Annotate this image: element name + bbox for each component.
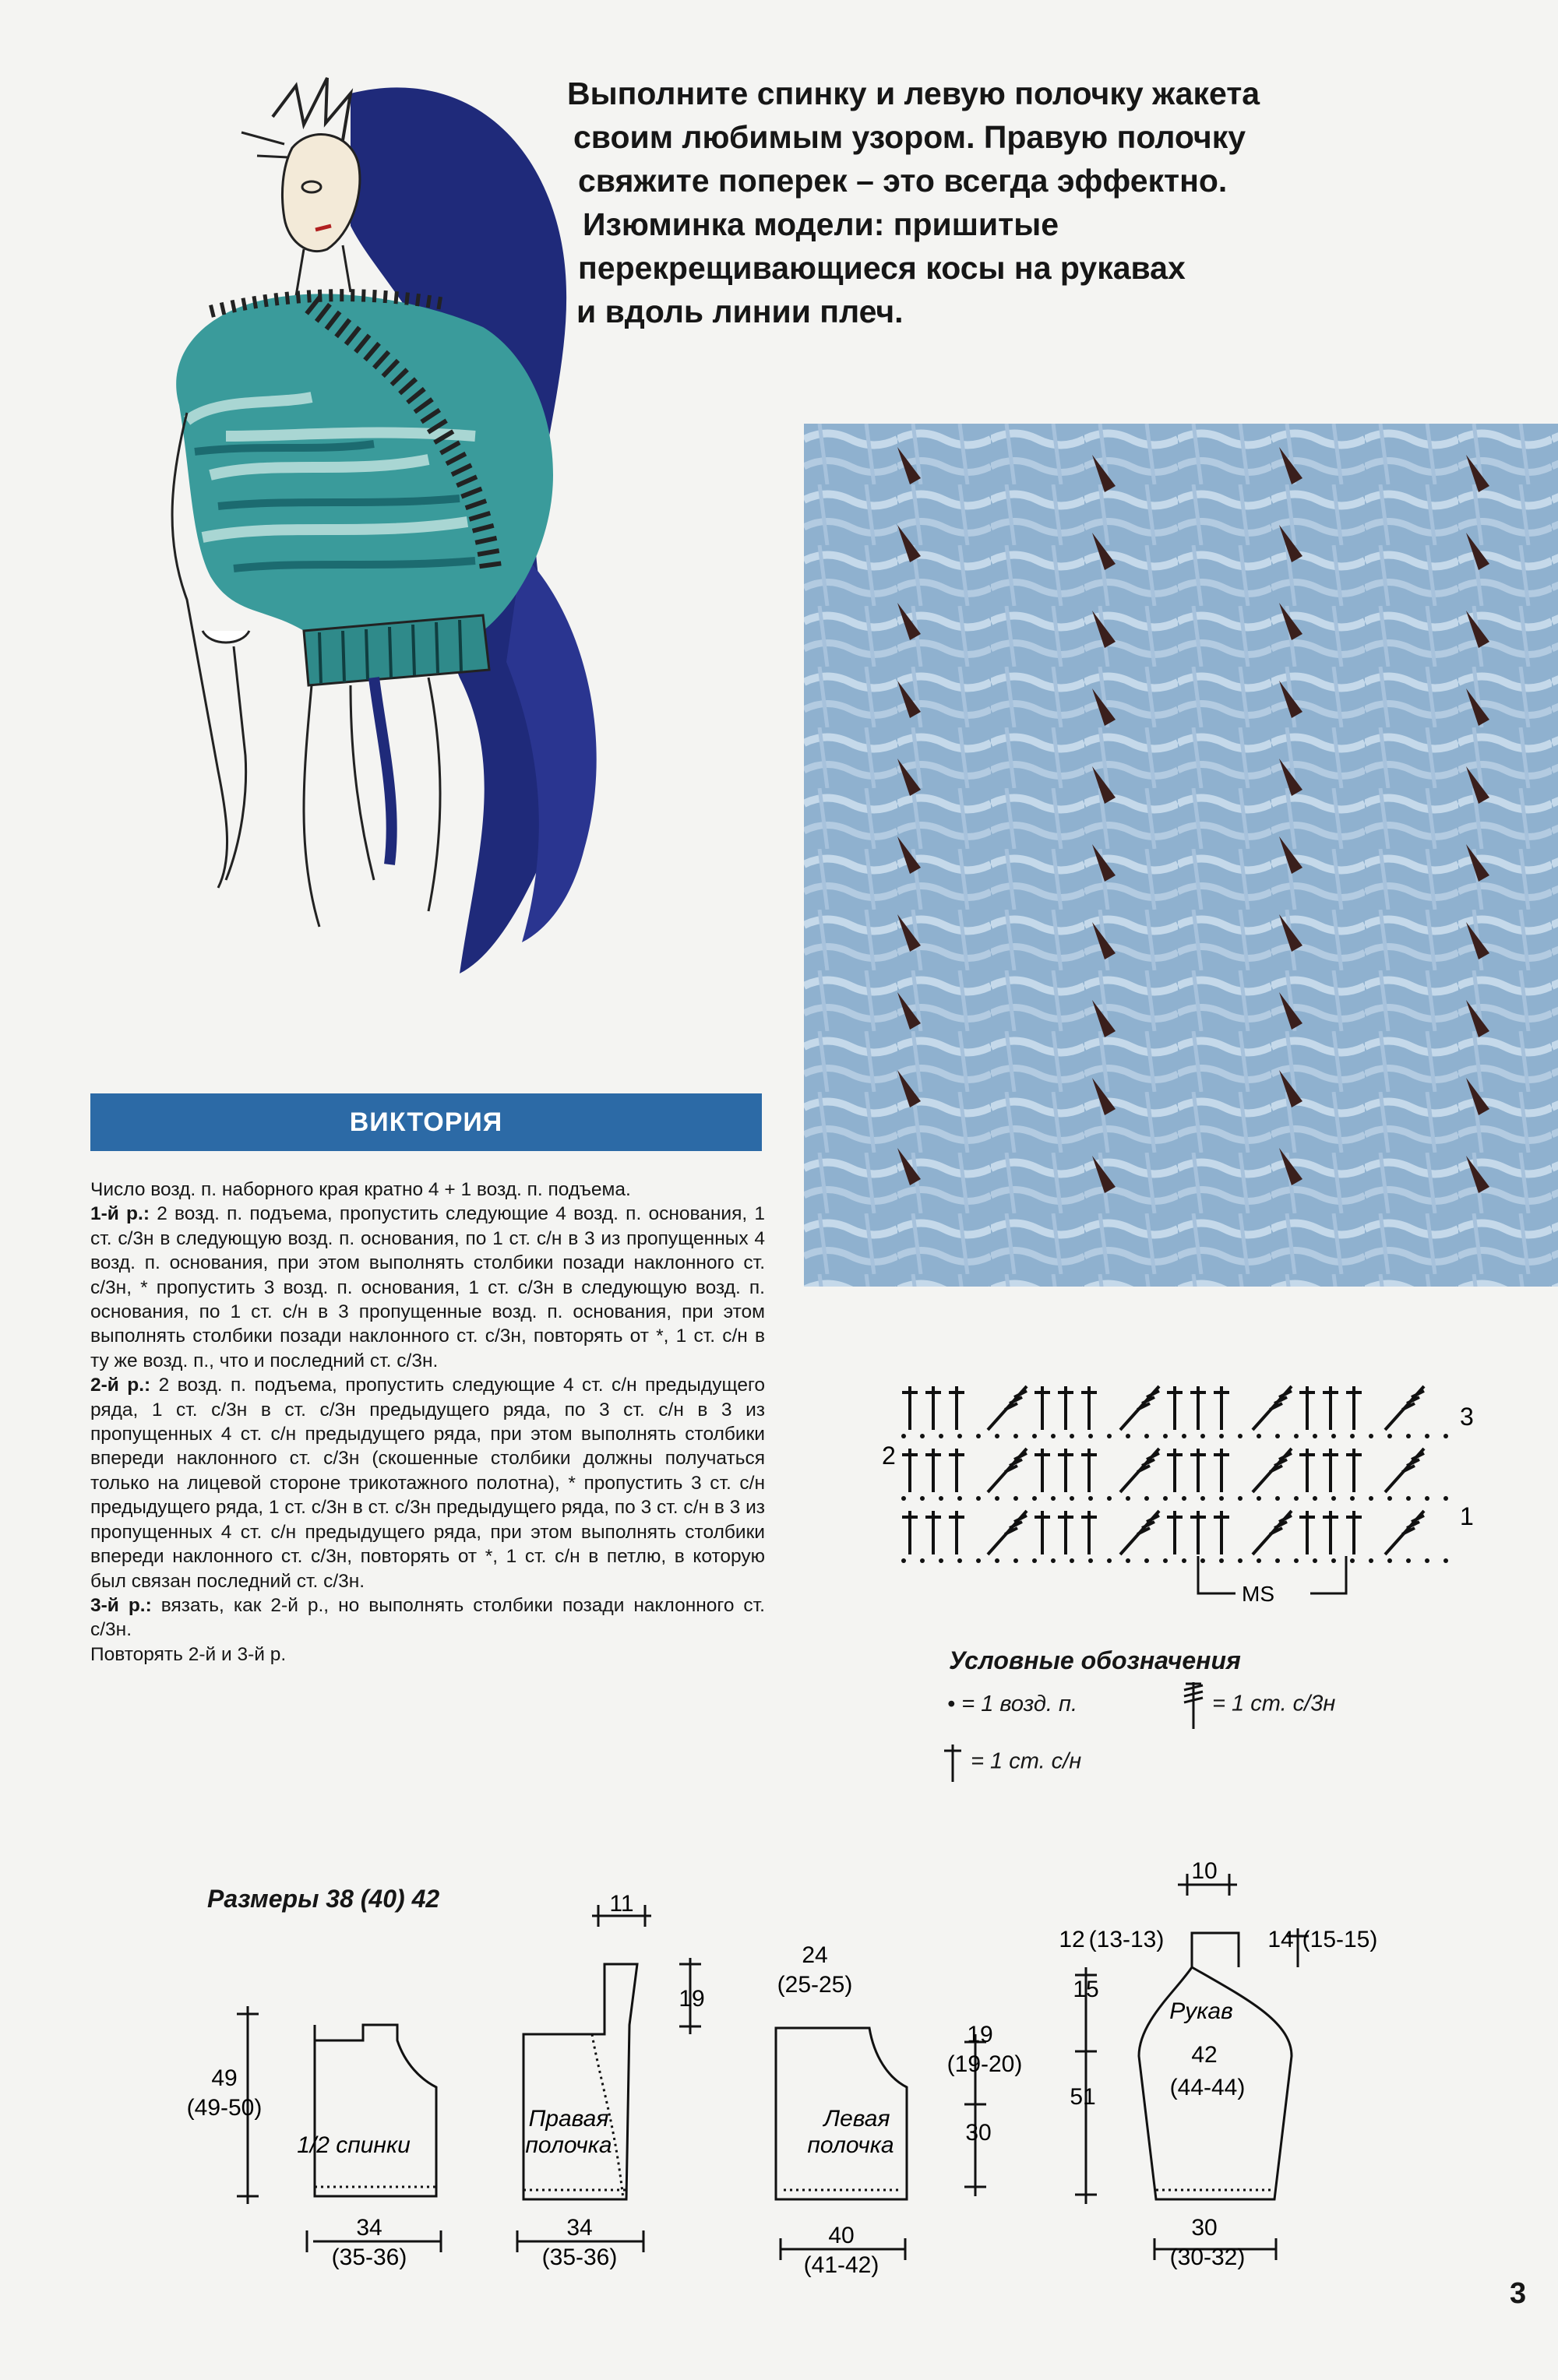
chain-stitch (1051, 1558, 1056, 1563)
chain-stitch (1257, 1434, 1261, 1438)
left-front-top-alt: (25-25) (777, 1972, 853, 1998)
single-crochet-stitch (1190, 1511, 1206, 1554)
back-piece-label: 1/2 спинки (297, 2132, 411, 2158)
single-crochet-stitch (1058, 1449, 1073, 1492)
intro-line: Изюминка модели: пришитые (583, 206, 1059, 242)
triple-crochet-stitch-bars (1270, 1516, 1292, 1534)
single-crochet-stitch (1190, 1386, 1206, 1430)
single-crochet-stitch (1081, 1449, 1097, 1492)
chain-stitch (1350, 1558, 1355, 1563)
instruction-row-3 (90, 1593, 765, 1642)
chain-stitch (995, 1434, 999, 1438)
left-front-width-alt: (41-42) (803, 2252, 879, 2278)
single-crochet-stitch (1214, 1386, 1229, 1430)
left-front-label: Левая (823, 2106, 890, 2132)
chain-stitch (1163, 1496, 1168, 1501)
chain-stitch (1051, 1496, 1056, 1501)
chain-stitch (1163, 1558, 1168, 1563)
chain-stitch (1144, 1496, 1149, 1501)
single-crochet-stitch (1058, 1511, 1073, 1554)
sleeve-mid-label: 42 (1191, 2042, 1218, 2068)
chain-stitch (957, 1434, 962, 1438)
single-crochet-stitch (1035, 1386, 1050, 1430)
crochet-sample-photo (804, 424, 1558, 1287)
instruction-row-2 (90, 1373, 765, 1593)
chain-stitch (1443, 1496, 1448, 1501)
row-label: 3-й р.: (90, 1594, 152, 1616)
right-front-top-label: 11 (609, 1891, 634, 1917)
chart-row-number: 2 (882, 1442, 896, 1470)
chain-stitch (1443, 1434, 1448, 1438)
chain-stitch (1350, 1496, 1355, 1501)
chain-stitch (1013, 1558, 1018, 1563)
chain-stitch (1032, 1558, 1037, 1563)
single-crochet-stitch (949, 1449, 964, 1492)
chain-stitch (1331, 1558, 1336, 1563)
chain-stitch (1200, 1434, 1205, 1438)
pattern-title-banner: ВИКТОРИЯ (90, 1093, 762, 1151)
single-crochet-stitch (1190, 1449, 1206, 1492)
single-crochet-stitch (1167, 1449, 1183, 1492)
chain-stitch-icon: • (947, 1692, 956, 1716)
intro-line: перекрещивающиеся косы на рукавах (578, 250, 1186, 286)
single-crochet-stitch (925, 1449, 941, 1492)
chain-stitch (1313, 1496, 1317, 1501)
chain-stitch (1387, 1558, 1392, 1563)
single-crochet-stitch (925, 1386, 941, 1430)
sleeve-left-top-label: 12 (1059, 1927, 1085, 1952)
left-front-top-label: 24 (802, 1942, 828, 1968)
chain-stitch (939, 1558, 943, 1563)
triple-crochet-stitch-bars (1402, 1453, 1424, 1472)
triple-crochet-stitch-bars (1137, 1391, 1159, 1410)
chain-stitch (1032, 1434, 1037, 1438)
chain-stitch (1313, 1434, 1317, 1438)
single-crochet-stitch (902, 1511, 918, 1554)
single-crochet-stitch (1299, 1511, 1315, 1554)
chain-stitch (1443, 1558, 1448, 1563)
chain-stitch (1275, 1558, 1280, 1563)
chain-stitch (957, 1558, 962, 1563)
chain-stitch (1238, 1434, 1243, 1438)
legend-dc3 (1181, 1679, 1335, 1730)
single-crochet-stitch (1167, 1386, 1183, 1430)
row-label: 1-й р.: (90, 1203, 150, 1225)
left-front-width-label: 40 (828, 2223, 855, 2248)
chain-stitch (1070, 1558, 1074, 1563)
single-crochet-stitch (949, 1511, 964, 1554)
chain-stitch (1369, 1434, 1373, 1438)
chain-stitch (1051, 1434, 1056, 1438)
chain-stitch (976, 1496, 981, 1501)
triple-crochet-stitch-bars (1137, 1516, 1159, 1534)
chart-row-number: 1 (1460, 1502, 1474, 1530)
chain-stitch (1331, 1496, 1336, 1501)
chain-stitch (920, 1496, 925, 1501)
chain-stitch (1070, 1496, 1074, 1501)
chain-stitch (1275, 1496, 1280, 1501)
single-crochet-stitch (1214, 1511, 1229, 1554)
chain-stitch (1257, 1496, 1261, 1501)
single-crochet-stitch (1214, 1449, 1229, 1492)
chain-stitch (1257, 1558, 1261, 1563)
single-crochet-stitch (949, 1386, 964, 1430)
chain-stitch (1294, 1434, 1299, 1438)
chain-stitch (1163, 1434, 1168, 1438)
chain-stitch (1425, 1496, 1429, 1501)
left-front-side-label: 19 (967, 2022, 993, 2047)
sleeve-top-label: 10 (1191, 1858, 1218, 1884)
chain-stitch (1144, 1558, 1149, 1563)
legend-title: Условные обозначения (949, 1646, 1241, 1674)
single-crochet-stitch (1299, 1449, 1315, 1492)
chain-stitch (1387, 1434, 1392, 1438)
row-label: 2-й р.: (90, 1375, 151, 1396)
chain-stitch (1013, 1434, 1018, 1438)
chain-stitch (901, 1434, 906, 1438)
chain-stitch (1107, 1434, 1112, 1438)
chain-stitch (939, 1496, 943, 1501)
chain-stitch (1406, 1558, 1411, 1563)
chain-stitch (1406, 1496, 1411, 1501)
chain-stitch (1406, 1434, 1411, 1438)
single-crochet-stitch (1346, 1386, 1362, 1430)
chain-stitch (1088, 1558, 1093, 1563)
chain-stitch (976, 1558, 981, 1563)
chain-stitch (1294, 1496, 1299, 1501)
single-crochet-stitch (1167, 1511, 1183, 1554)
single-crochet-stitch (925, 1511, 941, 1554)
intro-line: свяжите поперек – это всегда эффектно. (578, 163, 1228, 199)
single-crochet-icon (941, 1741, 964, 1783)
chain-stitch (1219, 1434, 1224, 1438)
chain-stitch (1200, 1496, 1205, 1501)
chain-stitch (1088, 1434, 1093, 1438)
instruction-paragraph: Повторять 2-й и 3-й р. (90, 1643, 287, 1665)
chain-stitch (1200, 1558, 1205, 1563)
right-front-side-label: 19 (679, 1986, 705, 2012)
chain-stitch (1126, 1434, 1130, 1438)
triple-crochet-icon (1181, 1679, 1206, 1730)
sleeve-right-top-alt: (15-15) (1302, 1927, 1378, 1952)
garment-schematics (0, 1830, 1558, 2313)
back-height-alt: (49-50) (186, 2095, 263, 2121)
sleeve-cap-label: 15 (1073, 1977, 1099, 2002)
instruction-paragraph: Число возд. п. наборного края кратно 4 + 1 возд. п. подъема. (90, 1179, 631, 1200)
single-crochet-stitch (1081, 1511, 1097, 1554)
intro-line: Выполните спинку и левую полочку жакета (567, 76, 1260, 111)
chain-stitch (1369, 1558, 1373, 1563)
page-number: 3 (1510, 2277, 1527, 2310)
intro-line: и вдоль линии плеч. (576, 294, 904, 329)
row-text: вязать, как 2-й р., но выполнять столбики позади наклонного ст. с/3н. (90, 1594, 765, 1641)
left-front-side-label: 30 (965, 2120, 992, 2146)
row-text: 2 возд. п. подъема, пропустить следующие 4 возд. п. основания, 1 ст. с/3н в следующую возд. п. основания, по 1 ст. с/н в 3 из пропущенных 4 возд. п. основания, при этом выполнять столбики позади наклонного ст. с/3н, * пропустить 3 возд. п. основания, 1 ст. с/3н в следующую возд. п. основания, по 1 ст. с/н в 3 пропущенные возд. п. основания, при этом выполнять столбики позади наклонного ст. с/3н, повторять от *, 1 ст. с/н в ту же возд. п., что и последний ст. с/3н. (90, 1203, 765, 1371)
single-crochet-stitch (1058, 1386, 1073, 1430)
right-front-label: полочка (525, 2132, 612, 2158)
chain-stitch (920, 1558, 925, 1563)
chain-stitch (1219, 1496, 1224, 1501)
legend-sc (941, 1741, 1081, 1783)
legend-text: = 1 возд. п. (961, 1692, 1078, 1716)
fashion-sketch-illustration (117, 70, 647, 1005)
chain-stitch (1238, 1558, 1243, 1563)
chain-stitch (901, 1558, 906, 1563)
chain-stitch (1182, 1558, 1186, 1563)
chain-stitch (976, 1434, 981, 1438)
triple-crochet-stitch-bars (1005, 1453, 1027, 1472)
triple-crochet-stitch-bars (1270, 1453, 1292, 1472)
ms-label: MS (1242, 1582, 1274, 1606)
right-front-width-alt: (35-36) (541, 2244, 618, 2270)
single-crochet-stitch (1323, 1449, 1338, 1492)
triple-crochet-stitch-bars (1270, 1391, 1292, 1410)
chain-stitch (1107, 1496, 1112, 1501)
single-crochet-stitch (1035, 1449, 1050, 1492)
chain-stitch (1387, 1496, 1392, 1501)
chain-stitch (939, 1434, 943, 1438)
back-height-label: 49 (211, 2065, 238, 2091)
chain-stitch (1088, 1496, 1093, 1501)
pattern-instructions (90, 1178, 765, 1667)
crochet-stitch-chart (872, 1355, 1496, 1620)
sizes-title: Размеры 38 (40) 42 (207, 1885, 440, 1913)
legend-text: = 1 ст. с/3н (1212, 1691, 1336, 1716)
chain-stitch (1013, 1496, 1018, 1501)
chain-stitch (1032, 1496, 1037, 1501)
row-text: 2 возд. п. подъема, пропустить следующие 4 ст. с/н предыдущего ряда, 1 ст. с/3н в ст. с/3н предыдущего ряда, по 3 ст. с/н в 3 из пропущенных 4 ст. с/н предыдущего ряда, при этом выполнять столбики впереди наклонного ст. с/3н (скошенные столбики должны получаться только на лицевой стороне трикотажного полотна), * пропустить 3 ст. с/н предыдущего ряда, 1 ст. с/3н в ст. с/3н предыдущего ряда, по 3 ст. с/н в 3 из пропущенных 4 ст. с/н предыдущего ряда, при этом выполнять столбики впереди наклонного ст. с/3н, повторять от *, 1 ст. с/н в петлю, в которую был связан последний ст. с/3н. (90, 1375, 765, 1592)
single-crochet-stitch (902, 1386, 918, 1430)
right-front-label: Правая (528, 2106, 609, 2132)
chain-stitch (957, 1496, 962, 1501)
chain-stitch (1331, 1434, 1336, 1438)
chain-stitch (1238, 1496, 1243, 1501)
instruction-row-1 (90, 1202, 765, 1373)
legend-chain (947, 1692, 1077, 1717)
chain-stitch (995, 1496, 999, 1501)
chain-stitch (1126, 1496, 1130, 1501)
right-front-width-label: 34 (566, 2215, 593, 2241)
chart-row-number: 3 (1460, 1403, 1474, 1431)
single-crochet-stitch (1346, 1511, 1362, 1554)
intro-text (567, 72, 1393, 333)
chain-stitch (1294, 1558, 1299, 1563)
chain-stitch (920, 1434, 925, 1438)
left-front-side-alt: (19-20) (946, 2051, 1023, 2077)
chain-stitch (1126, 1558, 1130, 1563)
single-crochet-stitch (1323, 1386, 1338, 1430)
sleeve-width-label: 30 (1191, 2215, 1218, 2241)
chain-stitch (1425, 1434, 1429, 1438)
chain-stitch (1144, 1434, 1149, 1438)
single-crochet-stitch (1346, 1449, 1362, 1492)
triple-crochet-stitch-bars (1005, 1516, 1027, 1534)
chain-stitch (1182, 1434, 1186, 1438)
intro-line: своим любимым узором. Правую полочку (573, 119, 1246, 155)
left-front-label: полочка (807, 2132, 894, 2158)
triple-crochet-stitch-bars (1402, 1391, 1424, 1410)
triple-crochet-stitch-bars (1005, 1391, 1027, 1410)
single-crochet-stitch (1299, 1386, 1315, 1430)
chain-stitch (1107, 1558, 1112, 1563)
sleeve-left-top-alt: (13-13) (1088, 1927, 1165, 1952)
chain-stitch (1425, 1558, 1429, 1563)
legend-text: = 1 ст. с/н (971, 1748, 1082, 1774)
chain-stitch (1350, 1434, 1355, 1438)
back-width-alt: (35-36) (331, 2244, 407, 2270)
chain-stitch (1275, 1434, 1280, 1438)
back-width-label: 34 (356, 2215, 382, 2241)
triple-crochet-stitch-bars (1402, 1516, 1424, 1534)
chain-stitch (1219, 1558, 1224, 1563)
sleeve-length-label: 51 (1070, 2084, 1096, 2110)
sleeve-width-alt: (30-32) (1169, 2244, 1246, 2270)
chain-stitch (995, 1558, 999, 1563)
chain-stitch (901, 1496, 906, 1501)
triple-crochet-stitch-bars (1137, 1453, 1159, 1472)
sleeve-mid-alt: (44-44) (1169, 2075, 1246, 2100)
single-crochet-stitch (1323, 1511, 1338, 1554)
chain-stitch (1313, 1558, 1317, 1563)
single-crochet-stitch (902, 1449, 918, 1492)
single-crochet-stitch (1035, 1511, 1050, 1554)
sleeve-right-top-label: 14 (1267, 1927, 1294, 1952)
chain-stitch (1182, 1496, 1186, 1501)
chain-stitch (1070, 1434, 1074, 1438)
single-crochet-stitch (1081, 1386, 1097, 1430)
chain-stitch (1369, 1496, 1373, 1501)
sleeve-label: Рукав (1169, 1998, 1233, 2024)
